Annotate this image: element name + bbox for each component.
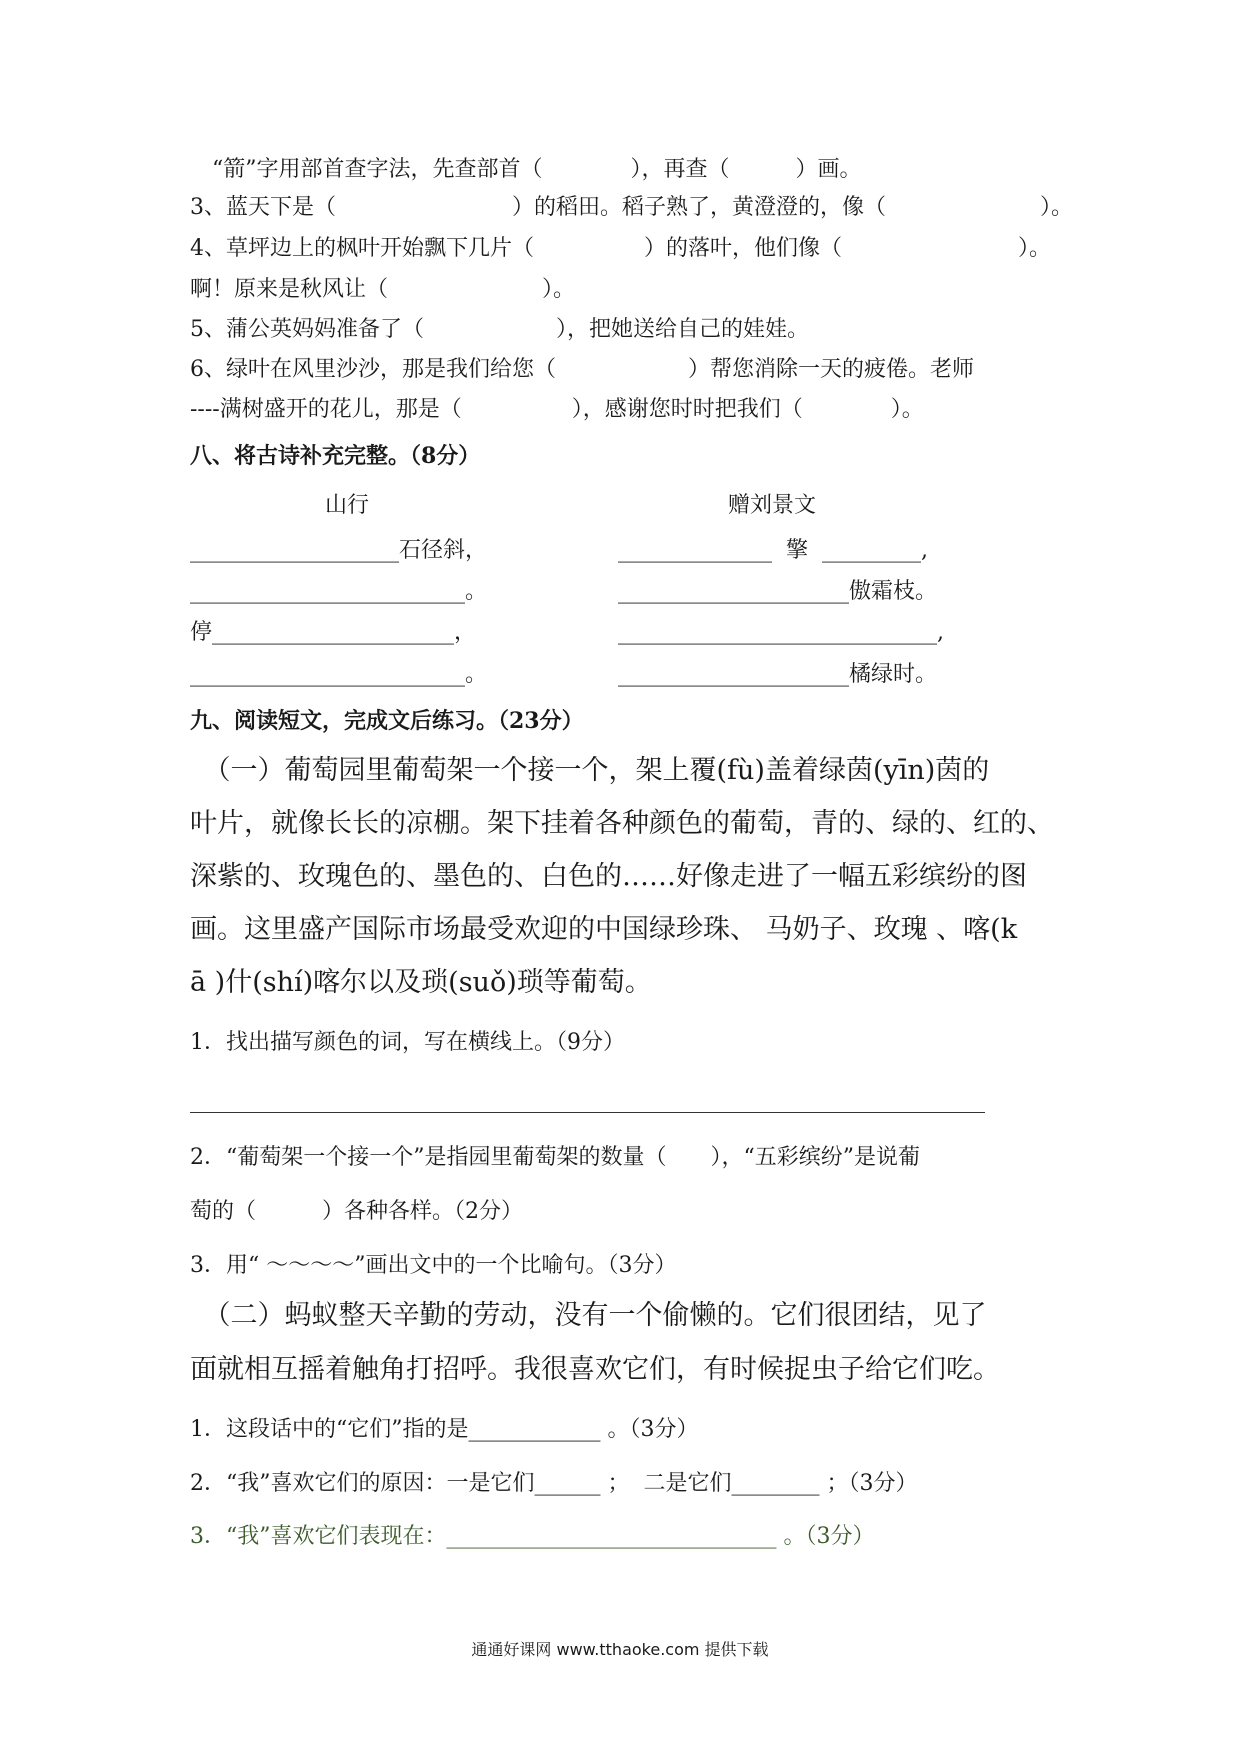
section-8-heading: 八、将古诗补充完整。（8分） [190,443,481,469]
question-7-2-cont: “箭”字用部首查字法，先查部首（ ），再查（ ）画。 [212,157,862,182]
poem-2-title: 赠刘景文 [728,493,817,518]
passage-1-question-2-b: 萄的（ ）各种各样。（2分） [190,1199,523,1224]
section-9-heading: 九、阅读短文，完成文后练习。（23分） [190,708,584,734]
poem-1-line: _________________________。 [190,662,488,687]
passage-2-question-3: 3．“我”喜欢它们表现在：______________________________ 。（3分） [190,1524,875,1549]
poem-2-line: ______________ 擎 _________, [618,538,928,563]
question-7-6-b: ----满树盛开的花儿，那是（ ），感谢您时时把我们（ ）。 [190,397,924,422]
poem-1-line: ___________________石径斜， [190,538,488,563]
passage-1-question-3: 3．用“ ～～～～”画出文中的一个比喻句。（3分） [190,1253,677,1278]
passage-1-line: 深紫的、玫瑰色的、墨色的、白色的……好像走进了一幅五彩缤纷的图 [190,861,1027,892]
poem-1-line: 停______________________， [190,620,477,645]
poem-2-line: _____________________________, [618,620,944,645]
passage-1-question-2-a: 2．“葡萄架一个接一个”是指园里葡萄架的数量（ ），“五彩缤纷”是说葡 [190,1145,920,1170]
question-7-6-a: 6、绿叶在风里沙沙，那是我们给您（ ）帮您消除一天的疲倦。老师 [190,357,974,382]
question-7-5: 5、蒲公英妈妈准备了（ ），把她送给自己的娃娃。 [190,317,809,342]
passage-2-line: （二）蚂蚁整天辛勤的劳动，没有一个偷懒的。它们很团结，见了 [190,1300,987,1331]
poem-1-title: 山行 [325,493,370,518]
answer-line [190,1112,985,1113]
question-7-4-a: 4、草坪边上的枫叶开始飘下几片（ ）的落叶，他们像（ ）。 [190,236,1052,261]
poem-2-line: _____________________傲霜枝。 [618,579,938,604]
passage-1-line: 画。这里盛产国际市场最受欢迎的中国绿珍珠、 马奶子、玫瑰 、喀(k [190,914,1018,945]
passage-1-line: ā )什(shí)喀尔以及琐(suǒ)琐等葡萄。 [190,967,652,998]
passage-1-question-1: 1．找出描写颜色的词，写在横线上。（9分） [190,1030,625,1055]
footer-credit: 通通好课网 www.tthaoke.com 提供下载 [471,1640,769,1659]
poem-2-line: _____________________橘绿时。 [618,662,938,687]
passage-1-line: （一）葡萄园里葡萄架一个接一个，架上覆(fù)盖着绿茵(yīn)茵的 [190,755,990,786]
passage-2-line: 面就相互摇着触角打招呼。我很喜欢它们，有时候捉虫子给它们吃。 [190,1354,1000,1385]
question-7-4-b: 啊！原来是秋风让（ ）。 [190,277,576,302]
poem-1-line: _________________________。 [190,579,488,604]
passage-2-question-2: 2．“我”喜欢它们的原因：一是它们______ ； 二是它们________ ；（3分） [190,1471,918,1496]
passage-1-line: 叶片，就像长长的凉棚。架下挂着各种颜色的葡萄，青的、绿的、红的、 [190,808,1054,839]
question-7-3: 3、蓝天下是（ ）的稻田。稻子熟了，黄澄澄的，像（ ）。 [190,195,1074,220]
passage-2-question-1: 1．这段话中的“它们”指的是____________ 。（3分） [190,1417,699,1442]
